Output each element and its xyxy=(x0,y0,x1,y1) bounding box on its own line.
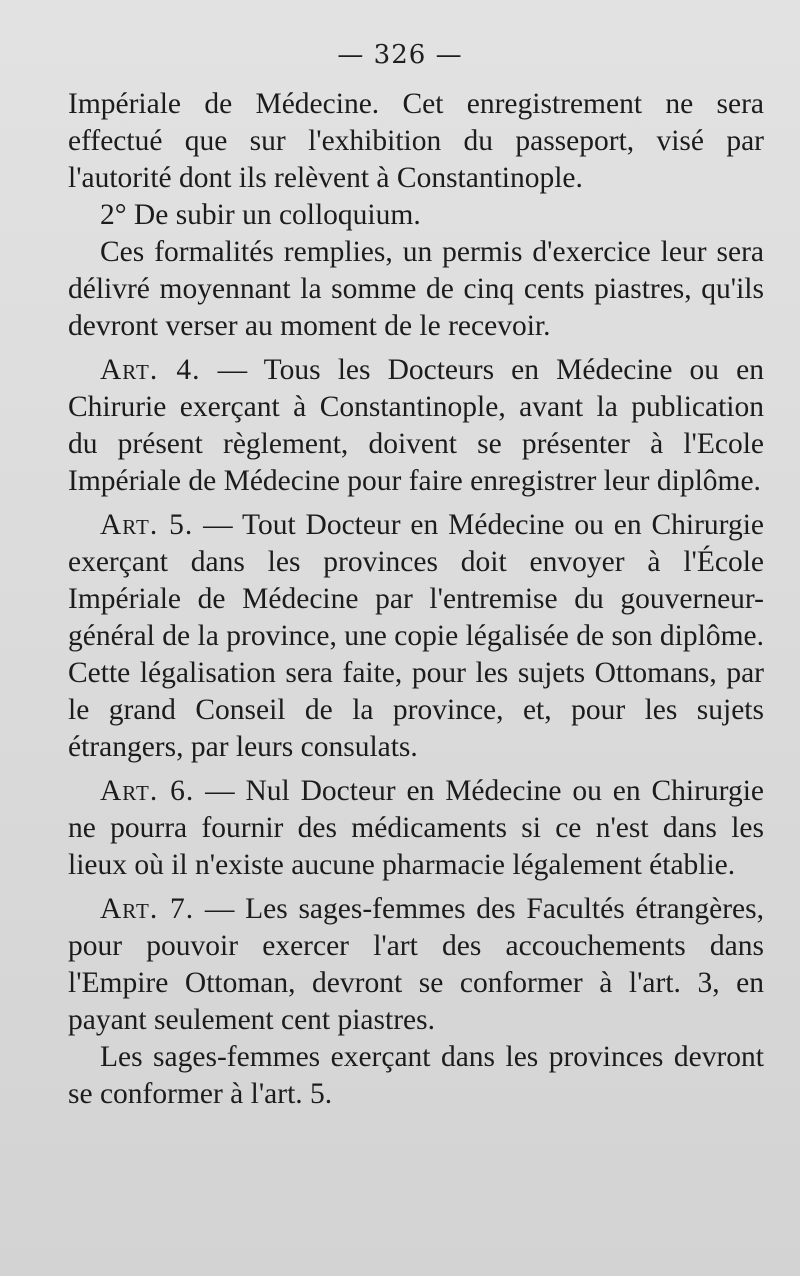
article-label: Art. 7. xyxy=(100,893,195,925)
paragraph-colloquium xyxy=(68,197,764,234)
paragraph-permis xyxy=(68,234,764,345)
article-7 xyxy=(68,891,764,1039)
article-label: Art. 5. xyxy=(100,509,194,541)
paragraph-sages-femmes-provinces xyxy=(68,1039,764,1113)
paragraph-text: Les sages-femmes exerçant dans les provinces devront se conformer à l'art. 5. xyxy=(68,1041,764,1110)
article-label: Art. 4. xyxy=(100,354,201,386)
article-6 xyxy=(68,773,764,884)
article-text: — Tous les Docteurs en Médecine ou en Chirurie exerçant à Constantinople, avant la publication du présent règlement, doivent se présenter à l'Ecole Impériale de Médecine pour faire enregistrer leur diplôme. xyxy=(68,354,764,497)
article-4 xyxy=(68,352,764,500)
paragraph-continuation xyxy=(68,86,764,197)
article-text: — Nul Docteur en Médecine ou en Chirurgie ne pourra fournir des médicaments si ce n'est dans les lieux où il n'existe aucune pharmacie légalement établie. xyxy=(68,775,764,881)
article-text: — Les sages-femmes des Facultés étrangères, pour pouvoir exercer l'art des accouchements dans l'Empire Ottoman, devront se conformer à l'art. 3, en payant seulement cent piastres. xyxy=(68,893,764,1036)
paragraph-text: Impériale de Médecine. Cet enregistrement ne sera effectué que sur l'exhibition du passeport, visé par l'autorité dont ils relèvent à Constantinople. xyxy=(68,88,764,194)
article-5 xyxy=(68,507,764,766)
article-label: Art. 6. xyxy=(100,775,195,807)
paragraph-text: Ces formalités remplies, un permis d'exercice leur sera délivré moyennant la somme de cinq cents piastres, qu'ils devront verser au moment de le recevoir. xyxy=(68,236,764,342)
article-text: — Tout Docteur en Médecine ou en Chirurgie exerçant dans les provinces doit envoyer à l'École Impériale de Médecine par l'entremise du gouverneur-général de la province, une copie légalisée de son diplôme. Cette légalisation sera faite, pour les sujets Ottomans, par le grand Conseil de la province, et, pour les sujets étrangers, par leurs consulats. xyxy=(68,509,764,763)
paragraph-text: 2° De subir un colloquium. xyxy=(100,199,421,231)
page-number: — 326 — xyxy=(337,40,463,70)
body-text xyxy=(68,86,764,1113)
